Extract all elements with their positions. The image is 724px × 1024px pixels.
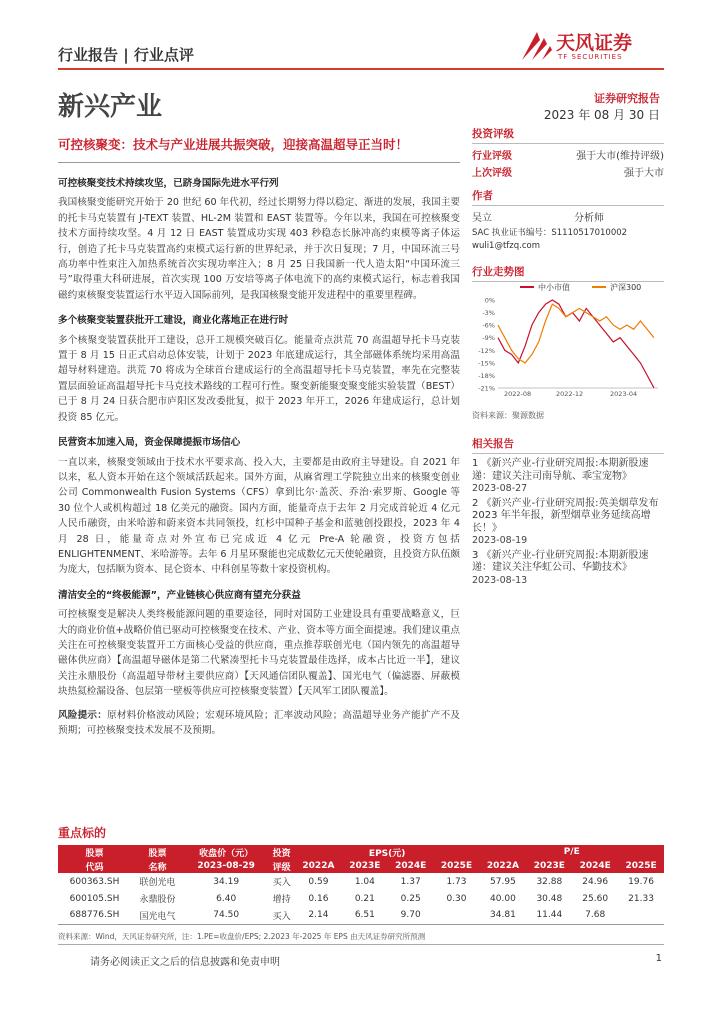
table-cell: 1.04 — [354, 876, 375, 887]
table-cell: 0.25 — [400, 893, 421, 904]
author-panel — [472, 188, 664, 253]
table-cell: 30.48 — [536, 893, 563, 904]
section-paragraph: 多个核聚变装置获批开工建设，总开工规模突破百亿。能量奇点洪荒 70 高温超导托卡马克装置于 8 月 15 日正式启动总体安装，计划于 2023 年底建成运行，其全部磁体系统均采用高温超导材料建造。洪荒 70 将成为全球首台建成运行的全高温超导托卡马克装置，率先在完整装置层面验证高温超导托卡马克技术路线的工程可行性。聚变新能聚变聚变能实验装置（BEST）已于 8 月 24 日获合肥市庐阳区发改委批复，拟于 2023 年开工，2026 年建成运行，总计划投资 85 亿元。 — [58, 334, 460, 423]
related-date: 2023-08-27 — [472, 483, 528, 494]
table-cell: 600363.SH — [69, 876, 120, 887]
table-cell: 688776.SH — [58, 907, 131, 924]
sub-col-header: 2023E — [342, 859, 388, 873]
related-report[interactable] — [472, 498, 664, 548]
legend-label: 中小市值 — [538, 283, 570, 292]
author-cert: SAC 执业证书编号：S1110517010002 — [472, 228, 628, 238]
table-cell: 32.88 — [536, 876, 563, 887]
table-cell: 24.96 — [582, 876, 609, 887]
y-tick-label: -18% — [478, 371, 495, 380]
table-cell: 21.33 — [628, 893, 654, 904]
y-tick-label: -6% — [482, 321, 495, 330]
section-heading: 民营资本加速入局，资金保障提振市场信心 — [58, 437, 241, 449]
page-number: 1 — [655, 953, 662, 964]
risk-warning — [58, 708, 460, 739]
series-line-small-cap — [498, 300, 654, 388]
footer-divider — [58, 944, 664, 945]
rating-row — [472, 165, 664, 182]
sub-col-header: 2022A — [479, 859, 526, 873]
report-type: 证券研究报告 — [594, 92, 660, 105]
table-cell: 6.40 — [216, 893, 237, 904]
table-cell — [434, 907, 480, 924]
section-paragraph: 一直以来，核聚变领域由于技术水平要求高、投入大，主要都是由政府主导建设。自 2021 年以来，私人资本开始在这个领域活跃起来。国外方面，从麻省理工学院独立出来的核聚变创业公司 Commonwealth Fusion Systems（CFS）拿到比尔·盖茨、乔治·索罗斯、Google 等 30 位个人或机构超过 18 亿美元的融资。国内方面，能量奇点于去年 2 月完成首轮近 4 亿元人民币融资，由米哈游和蔚来资本共同领投，红杉中国种子基金和蓝驰创投跟投，2023 年 4 月 28 日，能量奇点对外宣布已完成近 4 亿元 Pre-A 轮融资，投资方包括 ENLIGHTENMENT、米哈游等。去年 6 月星环聚能也完成数亿元天使轮融资，且投资方队伍颇为庞大，包括顺为资本、昆仑资本、中科创星等数十家投资机构。 — [58, 456, 460, 576]
table-cell: 联创光电 — [139, 878, 176, 888]
table-cell: 40.00 — [490, 893, 516, 904]
sub-col-header: 2023E — [526, 859, 572, 873]
header-divider — [58, 68, 664, 70]
related-heading: 相关报告 — [472, 436, 664, 454]
logo-name: 天风证券 — [556, 32, 633, 54]
table-cell: 0.21 — [354, 893, 375, 904]
headline-divider — [58, 162, 460, 163]
section-heading: 多个核聚变装置获批开工建设，商业化落地正在进行时 — [58, 315, 289, 327]
related-panel — [472, 436, 664, 589]
col-header: 股票 — [58, 845, 131, 859]
author-heading: 作者 — [472, 188, 664, 206]
risk-label: 风险提示： — [58, 709, 108, 721]
chart-source: 资料来源：聚源数据 — [472, 411, 544, 420]
sub-col-header: 2023-08-29 — [184, 859, 269, 873]
table-cell: 1.37 — [400, 876, 421, 887]
col-header-eps: EPS(元) — [295, 845, 480, 859]
related-date: 2023-08-13 — [472, 574, 528, 586]
author-role: 分析师 — [574, 213, 604, 224]
table-cell: 25.60 — [582, 893, 609, 904]
trend-heading: 行业走势图 — [472, 264, 664, 282]
table-row — [58, 907, 664, 924]
sub-col-header: 评级 — [268, 859, 294, 873]
sub-col-header: 2025E — [434, 859, 480, 873]
table-cell: 1.73 — [446, 876, 467, 887]
table-cell: 34.19 — [213, 876, 240, 887]
report-headline: 可控核聚变：技术与产业进展共振突破，迎接高温超导正当时！ — [58, 137, 409, 152]
key-stocks-title: 重点标的 — [58, 826, 107, 840]
x-tick-label: 2022-08 — [504, 390, 532, 398]
table-cell: 600105.SH — [69, 893, 120, 904]
related-title[interactable]: 1 《新兴产业-行业研究周报:本期新股速递：建议关注司南导航、乖宝宠物》 — [472, 458, 649, 482]
main-body — [58, 176, 460, 738]
col-header: 收盘价（元） — [184, 845, 269, 859]
y-tick-label: 0% — [484, 296, 495, 305]
table-cell: 57.95 — [490, 876, 516, 887]
report-category: 行业报告 | 行业点评 — [58, 46, 194, 64]
legend-label: 沪深300 — [610, 283, 642, 292]
table-cell: 永鼎股份 — [139, 895, 176, 905]
industry-title: 新兴产业 — [58, 92, 163, 122]
table-cell: 0.16 — [308, 893, 329, 904]
author-email[interactable]: wuli1@tfzq.com — [472, 241, 541, 251]
x-tick-label: 2022-12 — [556, 390, 584, 398]
logo-subtitle: TF SECURITIES — [558, 53, 623, 61]
table-cell: 0.59 — [308, 876, 329, 887]
related-title[interactable]: 2 《新兴产业-行业研究周报:英美烟草发布 2023 年半年报，新型烟草业务延续高增长！》 — [472, 497, 659, 534]
key-stocks-section — [58, 824, 664, 942]
table-cell: 6.51 — [342, 907, 388, 924]
table-cell — [618, 907, 664, 924]
author-name: 吴立 — [472, 213, 492, 224]
sub-col-header: 名称 — [131, 859, 184, 873]
table-row — [58, 873, 664, 890]
col-header: 投资 — [268, 845, 294, 859]
rating-panel — [472, 126, 664, 182]
related-title[interactable]: 3 《新兴产业-行业研究周报:本期新股速递：建议关注华虹公司、华勤技术》 — [472, 549, 649, 573]
rating-value: 强于大市 — [624, 168, 664, 179]
table-cell: 国光电气 — [131, 907, 184, 924]
sub-col-header: 代码 — [58, 859, 131, 873]
rating-heading: 投资评级 — [472, 126, 664, 144]
report-date: 2023 年 08 月 30 日 — [543, 108, 660, 122]
y-tick-label: -9% — [482, 334, 495, 343]
x-tick-label: 2023-04 — [610, 390, 638, 398]
rating-row — [472, 148, 664, 165]
section-heading: 可控核聚变技术持续攻坚，已跻身国际先进水平行列 — [58, 178, 279, 189]
table-cell: 19.76 — [628, 876, 654, 887]
rating-value: 强于大市(维持评级) — [576, 151, 664, 162]
table-cell: 0.30 — [446, 893, 467, 904]
rating-label: 行业评级 — [472, 151, 512, 162]
section-heading: 清洁安全的“终极能源”，产业链核心供应商有望充分获益 — [58, 589, 301, 601]
table-row — [58, 890, 664, 907]
y-tick-label: -15% — [478, 359, 495, 368]
trend-chart — [472, 280, 664, 408]
table-note: 资料来源：Wind，天风证券研究所，注：1.PE=收盘价/EPS; 2.2023 年-2025 年 EPS 由天风证券研究所预测 — [58, 931, 426, 941]
author-row — [472, 210, 664, 227]
y-tick-label: -21% — [478, 384, 495, 393]
table-cell: 7.68 — [572, 907, 618, 924]
disclaimer: 请务必阅读正文之后的信息披露和免责申明 — [90, 957, 280, 968]
table-cell: 增持 — [272, 895, 291, 905]
y-tick-label: -12% — [478, 346, 495, 355]
col-header-pe: P/E — [479, 845, 664, 859]
key-stocks-table — [58, 845, 664, 925]
sub-col-header: 2024E — [572, 859, 618, 873]
table-cell: 9.70 — [388, 907, 434, 924]
risk-text: 原材料价格波动风险；宏观环境风险；汇率波动风险；高温超导业务产能扩产不及预期；可控核聚变技术发展不及预期。 — [58, 709, 461, 736]
section-paragraph: 我国核聚变能研究开始于 20 世纪 60 年代初，经过长期努力得以稳定、渐进的发展，我国主要的托卡马克装置有 J-TEXT 装置、HL-2M 装置和 EAST 装置等。今年以来，我国在可控核聚变技术方面持续攻坚。4 月 12 日 EAST 装置成功实现 403 秒稳态长脉冲高约束模等离子体运行，创造了托卡马克装置高约束模式运行新的世界纪录，并于次日复现；7 月，中国环流三号高功率中性束注入加热系统首次实现功率注入；8 月 25 日我国新一代人造太阳“中国环流三号”取得重大科研进展，首次实现 100 万安培等离子体电流下的高约束模式运行，标志着我国磁约束核聚变装置运行水平迈入国际前列，是我国核聚变能开发进程中的重要里程碑。 — [58, 197, 460, 301]
related-report[interactable] — [472, 458, 664, 496]
related-report[interactable] — [472, 550, 664, 588]
table-cell: 11.44 — [526, 907, 572, 924]
sub-col-header: 2024E — [388, 859, 434, 873]
stock-table-body — [58, 873, 664, 924]
company-logo — [520, 26, 670, 66]
sub-header-row — [58, 859, 664, 873]
table-cell: 34.81 — [479, 907, 526, 924]
rating-label: 上次评级 — [472, 168, 512, 179]
table-cell: 买入 — [268, 907, 294, 924]
table-cell: 74.50 — [184, 907, 269, 924]
y-tick-label: -3% — [482, 309, 495, 318]
section-paragraph: 可控核聚变是解决人类终极能源问题的重要途径，同时对国防工业建设具有重要战略意义，巨大的商业价值+战略价值已驱动可控核聚变在技术、产业、资本等方面全面提速。我们建议重点关注在可控核聚变装置开工方面核心受益的供应商，重点推荐联创光电（国内领先的高温超导磁体供应商）【高温超导磁体是第二代紧凑型托卡马克装置最佳选择，成本占比近一半】，建议关注永鼎股份（高温超导带材主要供应商）【天风通信团队覆盖】、国光电气（偏滤器、屏蔽模块热氦检漏设备、包层第一壁板等供应可控核聚变装置）【天风军工团队覆盖】。 — [58, 609, 460, 698]
table-cell: 买入 — [272, 878, 291, 888]
related-date: 2023-08-19 — [472, 535, 528, 546]
table-cell: 2.14 — [295, 907, 342, 924]
sub-col-header: 2022A — [295, 859, 342, 873]
col-header: 股票 — [131, 845, 184, 859]
logo-mark-icon — [520, 28, 554, 62]
sub-col-header: 2025E — [618, 859, 664, 873]
